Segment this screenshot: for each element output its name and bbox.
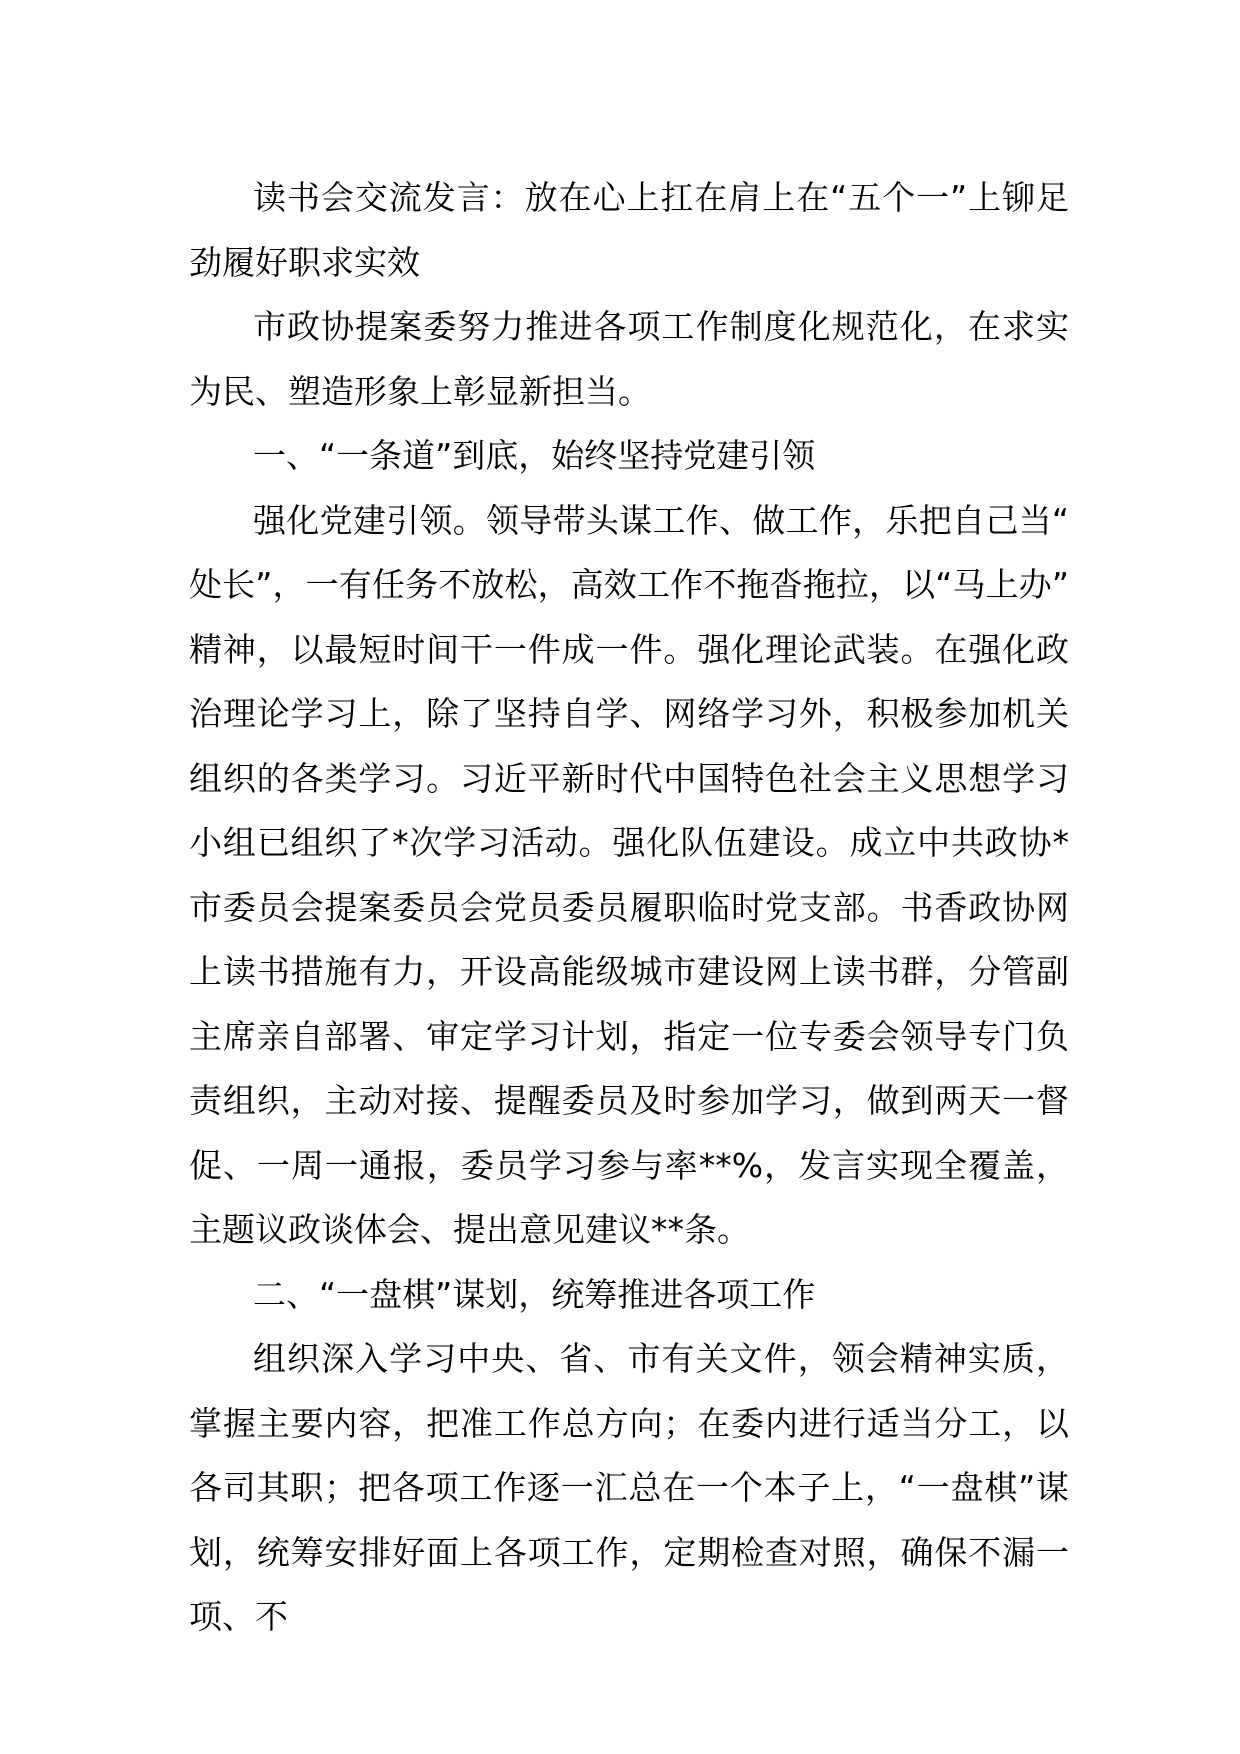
section-body-1: 强化党建引领。领导带头谋工作、做工作，乐把自己当“处长”，一有任务不放松，高效工作不拖沓拖拉，以“马上办”精神，以最短时间干一件成一件。强化理论武装。在强化政治理论学习上，除了坚持自学、网络学习外，积极参加机关组织的各类学习。习近平新时代中国特色社会主义思想学习小组已组织了*次学习活动。强化队伍建设。成立中共政协*市委员会提案委员会党员委员履职临时党支部。书香政协网上读书措施有力，开设高能级城市建设网上读书群，分管副主席亲自部署、审定学习计划，指定一位专委会领导专门负责组织，主动对接、提醒委员及时参加学习，做到两天一督促、一周一通报，委员学习参与率**%，发言实现全覆盖，主题议政谈体会、提出意见建议**条。 [189, 500, 1069, 1249]
document-body [189, 166, 1069, 1650]
intro-paragraph: 市政协提案委努力推进各项工作制度化规范化，在求实为民、塑造形象上彰显新担当。 [189, 307, 1069, 411]
section-body-2: 组织深入学习中央、省、市有关文件，领会精神实质，掌握主要内容，把准工作总方向；在委内进行适当分工，以各司其职；把各项工作逐一汇总在一个本子上，“一盘棋”谋划，统筹安排好面上各项工作，定期检查对照，确保不漏一项、不 [189, 1339, 1069, 1636]
document-title: 读书会交流发言：放在心上扛在肩上在“五个一”上铆足劲履好职求实效 [189, 178, 1069, 282]
section-heading-2: 二、“一盘棋”谋划，统筹推进各项工作 [253, 1274, 816, 1314]
section-heading-1: 一、“一条道”到底，始终坚持党建引领 [253, 436, 816, 475]
